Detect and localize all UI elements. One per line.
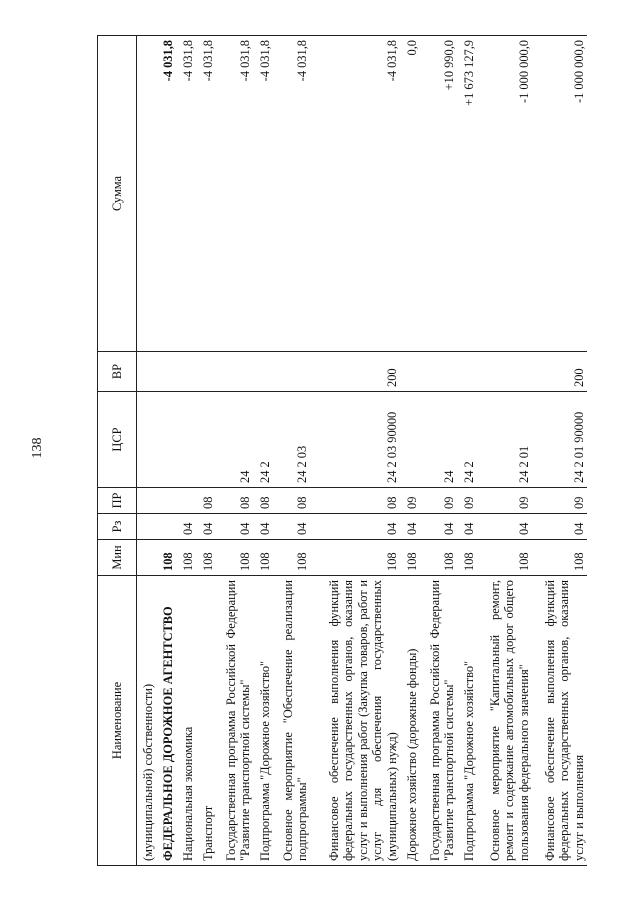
table-row [274,36,311,866]
row-csr [400,392,420,488]
row-min: 108 [177,540,197,576]
row-pr: 09 [420,488,457,514]
table-row [420,36,457,866]
row-pr: 08 [311,488,401,514]
row-rz [137,514,157,540]
row-name: Государственная программа Российской Федерации "Развитие транспортной системы" [420,576,457,866]
row-csr [157,392,177,488]
table-row [458,36,478,866]
header-rz: Рз [98,514,137,540]
page-number: 138 [30,437,45,459]
row-min: 108 [216,540,253,576]
row-name: Государственная программа Российской Федерации "Развитие транспортной системы" [216,576,253,866]
row-sum: -1 000 000,0 [532,36,587,352]
header-sum: Сумма [98,36,137,352]
row-pr: 09 [458,488,478,514]
row-vr: 200 [311,352,401,392]
row-vr [400,352,420,392]
row-pr: 09 [400,488,420,514]
row-sum: -4 031,8 [197,36,217,352]
table-row [311,36,401,866]
row-csr: 24 [420,392,457,488]
row-csr: 24 2 03 90000 [311,392,401,488]
row-name: Финансовое обеспечение выполнения функций федеральных государственных органов, оказания услуг и выполнения работ (Закупка товаров, работ и услуг для обеспечения государственных (муниципальных) нужд) [311,576,401,866]
table-row [532,36,587,866]
row-pr [157,488,177,514]
row-vr [197,352,217,392]
row-pr: 09 [532,488,587,514]
row-csr [197,392,217,488]
row-sum: -4 031,8 [157,36,177,352]
row-pr: 09 [477,488,532,514]
row-vr [157,352,177,392]
row-pr [177,488,197,514]
row-csr: 24 2 [254,392,274,488]
row-min: 108 [274,540,311,576]
header-pr: ПР [98,488,137,514]
budget-table [97,35,587,866]
row-pr: 08 [274,488,311,514]
row-sum [137,36,157,352]
row-vr [477,352,532,392]
row-min: 108 [532,540,587,576]
row-min: 108 [477,540,532,576]
header-csr: ЦСР [98,392,137,488]
table-header-row [98,36,137,866]
row-vr [216,352,253,392]
table-row [177,36,197,866]
rotated-page [97,36,587,866]
table-row [477,36,532,866]
row-name: ФЕДЕРАЛЬНОЕ ДОРОЖНОЕ АГЕНТСТВО [157,576,177,866]
row-csr: 24 2 [458,392,478,488]
table-row [400,36,420,866]
row-min: 108 [157,540,177,576]
row-pr: 08 [216,488,253,514]
table-row [216,36,253,866]
row-sum: -4 031,8 [274,36,311,352]
row-rz: 04 [216,514,253,540]
row-sum: +1 673 127,9 [458,36,478,352]
row-csr [177,392,197,488]
row-min: 108 [458,540,478,576]
row-min: 108 [197,540,217,576]
row-rz: 04 [477,514,532,540]
row-vr [177,352,197,392]
row-name: Основное мероприятие "Капитальный ремонт, ремонт и содержание автомобильных дорог общего пользования федерального значения" [477,576,532,866]
row-rz: 04 [177,514,197,540]
row-csr: 24 2 01 90000 [532,392,587,488]
row-vr [274,352,311,392]
header-name: Наименование [98,576,137,866]
row-pr [137,488,157,514]
header-vr: ВР [98,352,137,392]
row-rz: 04 [274,514,311,540]
row-sum: -4 031,8 [216,36,253,352]
row-sum: -1 000 000,0 [477,36,532,352]
row-min [137,540,157,576]
row-rz: 04 [254,514,274,540]
row-rz: 04 [400,514,420,540]
row-name: Финансовое обеспечение выполнения функций федеральных государственных органов, оказания услуг и выполнения [532,576,587,866]
row-sum: 0,0 [400,36,420,352]
row-rz: 04 [420,514,457,540]
row-name: Дорожное хозяйство (дорожные фонды) [400,576,420,866]
header-min: Мин [98,540,137,576]
row-csr: 24 2 01 [477,392,532,488]
row-vr [137,352,157,392]
table-row [254,36,274,866]
row-rz: 04 [532,514,587,540]
row-pr: 08 [254,488,274,514]
row-sum: -4 031,8 [177,36,197,352]
row-csr: 24 2 03 [274,392,311,488]
row-sum: -4 031,8 [254,36,274,352]
row-rz: 04 [311,514,401,540]
row-min: 108 [254,540,274,576]
row-name: (муниципальной) собственности) [137,576,157,866]
row-sum: +10 990,0 [420,36,457,352]
row-vr [458,352,478,392]
row-vr [420,352,457,392]
row-name: Национальная экономика [177,576,197,866]
row-vr [254,352,274,392]
row-vr: 200 [532,352,587,392]
row-rz: 04 [197,514,217,540]
row-pr: 08 [197,488,217,514]
row-min: 108 [420,540,457,576]
row-name: Транспорт [197,576,217,866]
table-row [197,36,217,866]
table-row [137,36,157,866]
row-name: Основное мероприятие "Обеспечение реализации подпрограммы" [274,576,311,866]
row-rz [157,514,177,540]
row-rz: 04 [458,514,478,540]
row-csr: 24 [216,392,253,488]
row-csr [137,392,157,488]
row-sum: -4 031,8 [311,36,401,352]
row-min: 108 [400,540,420,576]
row-min: 108 [311,540,401,576]
table-row [157,36,177,866]
row-name: Подпрограмма "Дорожное хозяйство" [254,576,274,866]
row-name: Подпрограмма "Дорожное хозяйство" [458,576,478,866]
